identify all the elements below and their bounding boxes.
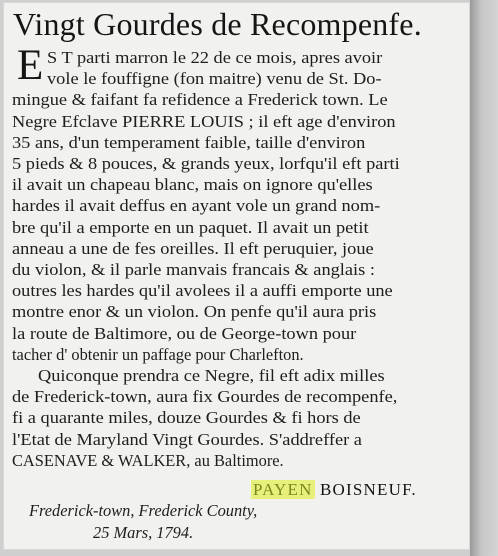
dateline-place: Frederick-town, Frederick County, [29,501,258,520]
dateline-date: 25 Mars, 1794. [93,523,194,542]
paper-background [3,2,470,550]
ad-body-line: anneau a une de fes oreilles. Il eft peruquier, joue [12,238,374,258]
ad-body-line: tacher d' obtenir un paffage pour Charlefton. [12,344,304,364]
drop-cap: E [17,42,44,89]
ad-body-line: CASENAVE & WALKER, au Baltimore. [12,450,284,470]
ad-body-line: du violon, & il parle manvais francais & anglais : [12,260,375,279]
ad-body-line: vole le fouffigne (fon maitre) venu de St. Do- [47,69,382,89]
ad-body-line: S T parti marron le 22 de ce mois, apres avoir [47,48,383,67]
ad-body-line: 5 pieds & 8 pouces, & grands yeux, lorfqu'il eft parti [12,154,400,173]
signature-surname: BOISNEUF. [314,480,417,499]
highlighted-name: PAYEN [253,480,313,499]
ad-body-line: Quiconque prendra ce Negre, fil eft adix milles [38,366,385,385]
ad-body-line: montre enor & un violon. On penfe qu'il aura pris [12,302,377,322]
ad-body-line: il avait un chapeau blanc, mais on ignore qu'elles [12,175,373,195]
ad-body-line: fi a quarante miles, douze Gourdes & fi hors de [12,408,361,428]
ad-body-line: mingue & faifant fa refidence a Frederick town. Le [12,90,388,110]
ad-body-line: hardes il avait deffus en ayant vole un grand nom- [12,196,381,216]
ad-body-line: de Frederick-town, aura fix Gourdes de recompenfe, [12,387,398,407]
ad-body-line: 35 ans, d'un temperament faible, taille d'environ [12,132,366,152]
ad-body-line: outres les hardes qu'il avolees il a auffi emporte une [12,281,393,301]
ad-headline: Vingt Gourdes de Recompenfe. [13,6,422,42]
ad-body-line: l'Etat de Maryland Vingt Gourdes. S'addreffer a [12,429,362,449]
signature [251,480,417,500]
ad-body-line: la route de Baltimore, ou de George-town pour [12,323,357,343]
ad-body-line: bre qu'il a emporte en un paquet. Il avait un petit [12,217,369,237]
ad-body-line: Negre Efclave PIERRE LOUIS ; il eft age d'environ [12,111,396,131]
scan-edge-shadow [470,0,498,556]
